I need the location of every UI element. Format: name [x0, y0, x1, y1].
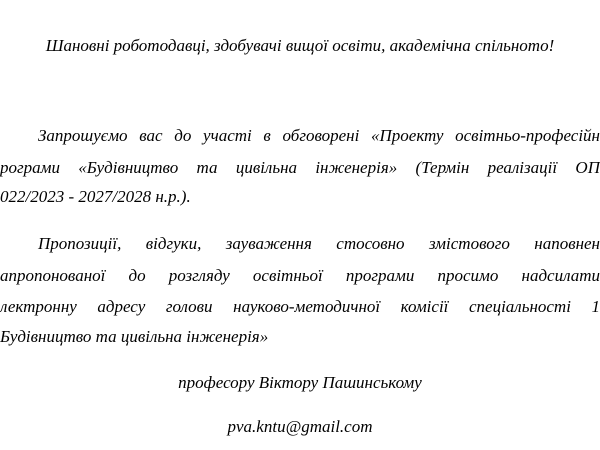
invitation-line-1: Запрошуємо вас до участі в обговорені «Проекту освітньо-професійн — [38, 126, 600, 145]
invitation-line-2: рограми «Будівництво та цивільна інженерія» (Термін реалізації ОП — [0, 158, 600, 177]
recipient-name: професору Віктору Пашинському — [178, 373, 422, 392]
invitation-line-3: 022/2023 - 2027/2028 н.р.). — [0, 187, 191, 206]
proposals-line-2: апропонованої до розгляду освітньої програми просимо надсилати — [0, 266, 600, 285]
proposals-line-4: Будівництво та цивільна інженерія» — [0, 327, 269, 346]
recipient-email: pva.kntu@gmail.com — [227, 417, 373, 436]
proposals-line-3: лектронну адресу голови науково-методичної комісії спеціальності 1 — [0, 297, 600, 316]
proposals-line-1: Пропозиції, відгуки, зауваження стосовно змістового наповнен — [38, 234, 600, 253]
greeting-line: Шановні роботодавці, здобувачі вищої освіти, академічна спільното! — [45, 36, 555, 55]
